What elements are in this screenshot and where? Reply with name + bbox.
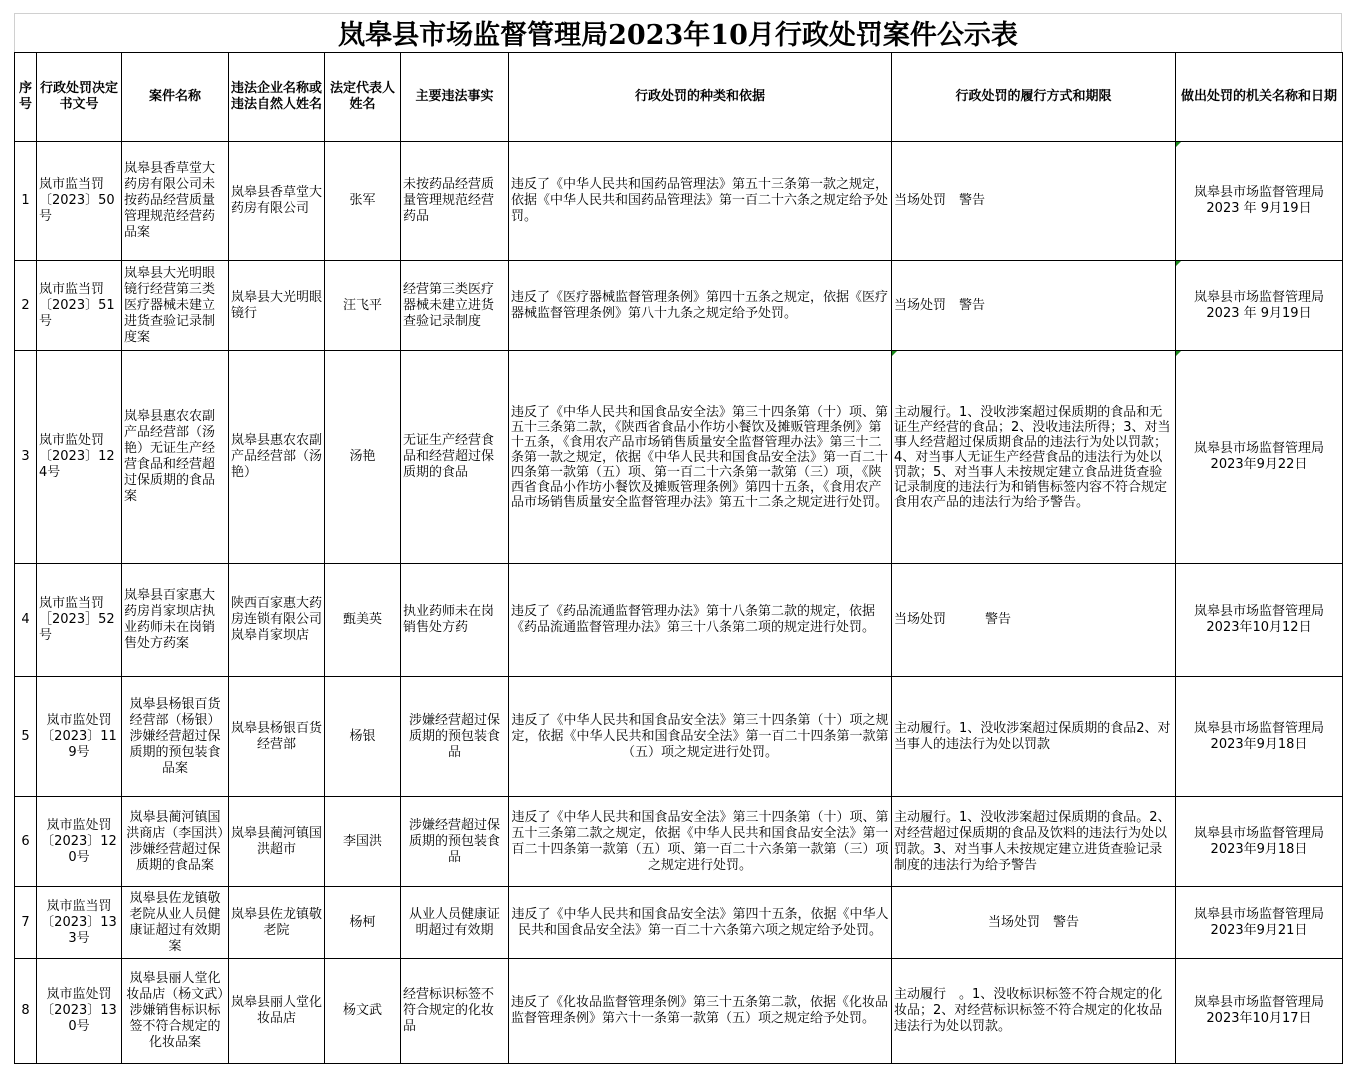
- cell-authority: [1176, 564, 1343, 677]
- table-row: [15, 959, 1343, 1064]
- cell-facts: 经营标识标签不符合规定的化妆品: [401, 959, 509, 1064]
- cell-facts: 未按药品经营质量管理规范经营药品: [401, 142, 509, 261]
- cell-seq: 2: [15, 261, 37, 351]
- authority-date: 2023年9月22日: [1210, 457, 1308, 472]
- cell-case-name: 岚皋县蔺河镇国洪商店（李国洪）涉嫌经营超过保质期的食品案: [122, 797, 229, 887]
- cell-seq: 3: [15, 351, 37, 564]
- cell-legal-rep: 甄美英: [325, 564, 401, 677]
- cell-penalty: 违反了《药品流通监督管理办法》第十八条第二款的规定，依据《药品流通监督管理办法》第三十八条第二项的规定进行处罚。: [509, 564, 892, 677]
- authority-name: 岚皋县市场监督管理局: [1193, 720, 1324, 736]
- cell-seq: 1: [15, 142, 37, 261]
- authority-name: 岚皋县市场监督管理局: [1193, 825, 1324, 841]
- cell-authority: [1176, 959, 1343, 1064]
- header-doc-no: 行政处罚决定书文号: [37, 53, 122, 142]
- cell-party: 岚皋县佐龙镇敬老院: [229, 887, 325, 959]
- cell-authority: [1176, 261, 1343, 351]
- cell-execution: 主动履行。1、没收涉案超过保质期的食品和无证生产经营的食品；2、没收违法所得；3、对当事人经营超过保质期食品的违法行为处以罚款；4、对当事人无证生产经营食品的违法行为处以罚款；5、对当事人未按规定建立食品进货查验记录制度的违法行为和销售标签内容不符合规定食用农产品的违法行为给予警告。: [892, 351, 1176, 564]
- authority-name: 岚皋县市场监督管理局: [1193, 906, 1324, 922]
- cell-party: 岚皋县蔺河镇国洪超市: [229, 797, 325, 887]
- cell-execution: 主动履行。1、没收涉案超过保质期的食品2、对当事人的违法行为处以罚款: [892, 677, 1176, 797]
- cell-case-name: 岚皋县丽人堂化妆品店（杨文武）涉嫌销售标识标签不符合规定的化妆品案: [122, 959, 229, 1064]
- cell-legal-rep: 李国洪: [325, 797, 401, 887]
- cell-execution: 当场处罚 警告: [892, 142, 1176, 261]
- table-row: [15, 677, 1343, 797]
- cell-seq: 4: [15, 564, 37, 677]
- header-party: 违法企业名称或违法自然人姓名: [229, 53, 325, 142]
- cell-penalty: 违反了《医疗器械监督管理条例》第四十五条之规定，依据《医疗器械监督管理条例》第八十九条之规定给予处罚。: [509, 261, 892, 351]
- authority-name: 岚皋县市场监督管理局: [1193, 185, 1324, 200]
- cell-facts: 经营第三类医疗器械未建立进货查验记录制度: [401, 261, 509, 351]
- cell-doc-no: 岚市监当罚［2023］52号: [37, 564, 122, 677]
- cell-case-name: 岚皋县惠农农副产品经营部（汤艳）无证生产经营食品和经营超过保质期的食品案: [122, 351, 229, 564]
- cell-penalty: 违反了《中华人民共和国药品管理法》第五十三条第一款之规定，依据《中华人民共和国药品管理法》第一百二十六条之规定给予处罚。: [509, 142, 892, 261]
- cell-execution: 当场处罚 警告: [892, 564, 1176, 677]
- cell-party: 岚皋县香草堂大药房有限公司: [229, 142, 325, 261]
- table-row: [15, 887, 1343, 959]
- header-seq: 序号: [15, 53, 37, 142]
- cell-facts: 执业药师未在岗销售处方药: [401, 564, 509, 677]
- cell-legal-rep: 杨银: [325, 677, 401, 797]
- cell-doc-no: 岚市监当罚〔2023〕50号: [37, 142, 122, 261]
- penalty-table: [14, 52, 1343, 1064]
- cell-penalty: 违反了《化妆品监督管理条例》第三十五条第二款，依据《化妆品监督管理条例》第六十一条第一款第（五）项之规定给予处罚。: [509, 959, 892, 1064]
- cell-facts: 涉嫌经营超过保质期的预包装食品: [401, 797, 509, 887]
- cell-doc-no: 岚市监处罚〔2023〕120号: [37, 797, 122, 887]
- header-facts: 主要违法事实: [401, 53, 509, 142]
- cell-doc-no: 岚市监当罚〔2023〕133号: [37, 887, 122, 959]
- cell-doc-no: 岚市监处罚〔2023〕124号: [37, 351, 122, 564]
- notice-sheet: [14, 13, 1342, 1064]
- cell-case-name: 岚皋县杨银百货经营部（杨银）涉嫌经营超过保质期的预包装食品案: [122, 677, 229, 797]
- cell-facts: 从业人员健康证明超过有效期: [401, 887, 509, 959]
- cell-legal-rep: 汤艳: [325, 351, 401, 564]
- cell-penalty: 违反了《中华人民共和国食品安全法》第三十四条第（十）项之规定，依据《中华人民共和国食品安全法》第一百二十四条第一款第（五）项之规定进行处罚。: [509, 677, 892, 797]
- cell-party: 岚皋县杨银百货经营部: [229, 677, 325, 797]
- authority-date: 2023年9月18日: [1210, 736, 1308, 752]
- cell-penalty: 违反了《中华人民共和国食品安全法》第四十五条，依据《中华人民共和国食品安全法》第一百二十六条第六项之规定给予处罚。: [509, 887, 892, 959]
- cell-seq: 7: [15, 887, 37, 959]
- authority-name: 岚皋县市场监督管理局: [1193, 604, 1324, 619]
- table-row: [15, 797, 1343, 887]
- header-authority: 做出处罚的机关名称和日期: [1176, 53, 1343, 142]
- authority-date: 2023年9月21日: [1210, 922, 1308, 938]
- table-row: [15, 261, 1343, 351]
- header-case-name: 案件名称: [122, 53, 229, 142]
- cell-doc-no: 岚市监当罚〔2023〕51号: [37, 261, 122, 351]
- cell-facts: 无证生产经营食品和经营超过保质期的食品: [401, 351, 509, 564]
- cell-seq: 6: [15, 797, 37, 887]
- cell-party: 岚皋县惠农农副产品经营部（汤艳）: [229, 351, 325, 564]
- cell-execution: 当场处罚 警告: [892, 887, 1176, 959]
- header-row: [15, 53, 1343, 142]
- cell-legal-rep: 张军: [325, 142, 401, 261]
- authority-date: 2023 年 9月19日: [1206, 201, 1312, 216]
- cell-seq: 5: [15, 677, 37, 797]
- authority-date: 2023 年 9月19日: [1206, 305, 1312, 321]
- cell-execution: 主动履行 。1、没收标识标签不符合规定的化妆品；2、对经营标识标签不符合规定的化妆品违法行为处以罚款。: [892, 959, 1176, 1064]
- header-legal-rep: 法定代表人姓名: [325, 53, 401, 142]
- cell-execution: 主动履行。1、没收涉案超过保质期的食品。2、对经营超过保质期的食品及饮料的违法行为处以罚款。3、对当事人未按规定建立进货查验记录制度的违法行为给予警告: [892, 797, 1176, 887]
- cell-party: 陕西百家惠大药房连锁有限公司岚皋肖家坝店: [229, 564, 325, 677]
- page-title: 岚皋县市场监督管理局2023年10月行政处罚案件公示表: [14, 13, 1342, 52]
- authority-name: 岚皋县市场监督管理局: [1193, 995, 1324, 1010]
- authority-date: 2023年9月18日: [1210, 841, 1308, 857]
- cell-legal-rep: 杨柯: [325, 887, 401, 959]
- header-penalty: 行政处罚的种类和依据: [509, 53, 892, 142]
- table-row: [15, 351, 1343, 564]
- cell-facts: 涉嫌经营超过保质期的预包装食品: [401, 677, 509, 797]
- cell-case-name: 岚皋县百家惠大药房肖家坝店执业药师未在岗销售处方药案: [122, 564, 229, 677]
- cell-legal-rep: 杨文武: [325, 959, 401, 1064]
- authority-date: 2023年10月12日: [1206, 620, 1312, 635]
- cell-case-name: 岚皋县佐龙镇敬老院从业人员健康证超过有效期案: [122, 887, 229, 959]
- cell-penalty: 违反了《中华人民共和国食品安全法》第三十四条第（十）项、第五十三条第二款，《陕西省食品小作坊小餐饮及摊贩管理条例》第十五条，《食用农产品市场销售质量安全监督管理办法》第三十二条第一款之规定，依据《中华人民共和国食品安全法》第一百二十四条第一款第（五）项、第一百二十六条第一款第（三）项，《陕西省食品小作坊小餐饮及摊贩管理条例》第四十五条，《食用农产品市场销售质量安全监督管理办法》第五十二条之规定进行处罚。: [509, 351, 892, 564]
- cell-seq: 8: [15, 959, 37, 1064]
- cell-case-name: 岚皋县香草堂大药房有限公司未按药品经营质量管理规范经营药品案: [122, 142, 229, 261]
- authority-name: 岚皋县市场监督管理局: [1193, 441, 1324, 456]
- cell-legal-rep: 汪飞平: [325, 261, 401, 351]
- cell-doc-no: 岚市监处罚〔2023〕119号: [37, 677, 122, 797]
- table-row: [15, 564, 1343, 677]
- authority-name: 岚皋县市场监督管理局: [1193, 289, 1324, 305]
- cell-case-name: 岚皋县大光明眼镜行经营第三类医疗器械未建立进货查验记录制度案: [122, 261, 229, 351]
- cell-authority: [1176, 677, 1343, 797]
- cell-authority: [1176, 797, 1343, 887]
- cell-execution: 当场处罚 警告: [892, 261, 1176, 351]
- cell-authority: [1176, 142, 1343, 261]
- cell-penalty: 违反了《中华人民共和国食品安全法》第三十四条第（十）项、第五十三条第二款之规定，依据《中华人民共和国食品安全法》第一百二十四条第一款第（五）项、第一百二十六条第一款第（三）项之规定进行处罚。: [509, 797, 892, 887]
- cell-party: 岚皋县大光明眼镜行: [229, 261, 325, 351]
- cell-authority: [1176, 887, 1343, 959]
- table-row: [15, 142, 1343, 261]
- header-execution: 行政处罚的履行方式和期限: [892, 53, 1176, 142]
- cell-party: 岚皋县丽人堂化妆品店: [229, 959, 325, 1064]
- cell-authority: [1176, 351, 1343, 564]
- authority-date: 2023年10月17日: [1206, 1011, 1312, 1026]
- cell-doc-no: 岚市监处罚〔2023〕130号: [37, 959, 122, 1064]
